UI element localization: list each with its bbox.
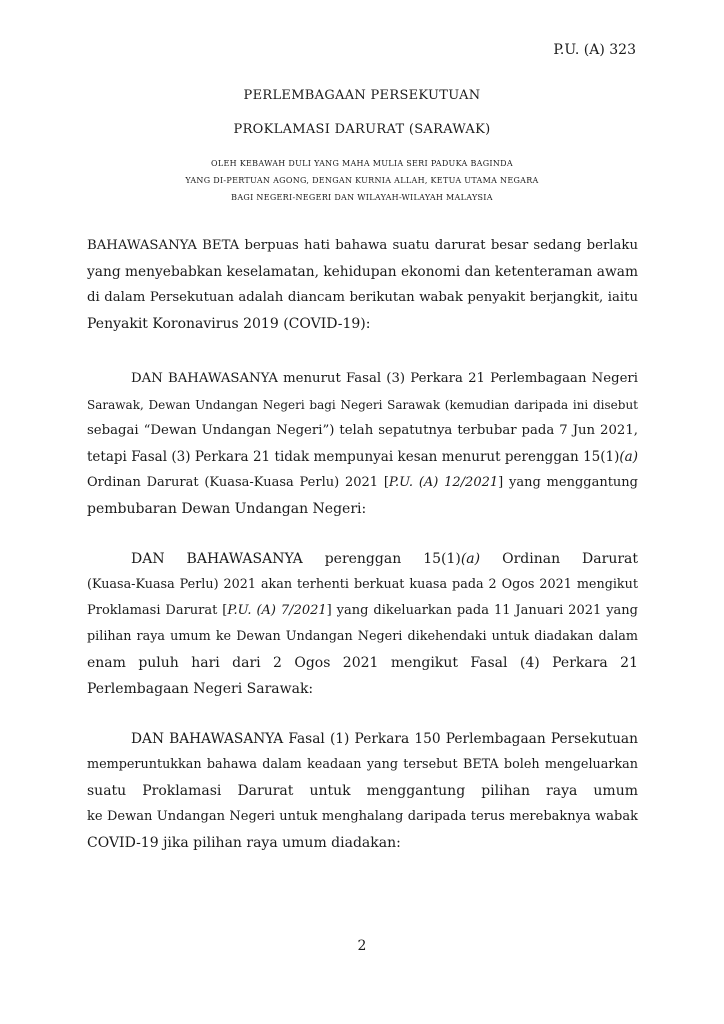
paragraph-line: memperuntukkan bahawa dalam keadaan yang tersebut BETA boleh mengeluarkan — [87, 757, 638, 772]
document-reference: P.U. (A) 323 — [553, 42, 636, 58]
paragraph-4 — [87, 726, 638, 856]
text-segment: DAN BAHAWASANYA perenggan 15(1) — [131, 551, 461, 567]
paragraph-line — [87, 470, 638, 496]
paragraph-line: BAHAWASANYA BETA berpuas hati bahawa suatu darurat besar sedang berlaku — [87, 238, 638, 253]
text-segment: ] yang dikeluarkan pada 11 Januari 2021 yang — [326, 603, 638, 618]
paragraph-line: Perlembagaan Negeri Sarawak: — [87, 681, 314, 697]
paragraph-line: DAN BAHAWASANYA menurut Fasal (3) Perkara 21 Perlembagaan Negeri — [131, 371, 638, 386]
paragraph-line: DAN BAHAWASANYA Fasal (1) Perkara 150 Perlembagaan Persekutuan — [131, 731, 638, 747]
heading-royal-line-2: YANG DI-PERTUAN AGONG, DENGAN KURNIA ALLAH, KETUA UTAMA NEGARA — [185, 176, 539, 185]
paragraph-3 — [87, 546, 638, 702]
paragraph-line: pilihan raya umum ke Dewan Undangan Negeri dikehendaki untuk diadakan dalam — [87, 629, 638, 644]
text-segment: Ordinan Darurat (Kuasa-Kuasa Perlu) 2021 [ — [87, 475, 389, 490]
paragraph-line: Sarawak, Dewan Undangan Negeri bagi Negeri Sarawak (kemudian daripada ini disebut — [87, 398, 638, 412]
text-segment: tetapi Fasal (3) Perkara 21 tidak mempunyai kesan menurut perenggan 15(1) — [87, 449, 620, 465]
paragraph-line: ke Dewan Undangan Negeri untuk menghalang daripada terus merebaknya wabak — [87, 809, 638, 824]
paragraph-line: yang menyebabkan keselamatan, kehidupan ekonomi dan ketenteraman awam — [87, 264, 638, 280]
paragraph-2 — [87, 366, 638, 522]
italic-subparagraph: (a) — [619, 449, 638, 465]
heading-constitution: PERLEMBAGAAN PERSEKUTUAN — [243, 88, 481, 103]
italic-citation: P.U. (A) 12/2021 — [388, 475, 499, 490]
paragraph-line: COVID-19 jika pilihan raya umum diadakan: — [87, 835, 401, 851]
italic-subparagraph: (a) — [460, 551, 481, 567]
paragraph-line — [87, 598, 638, 624]
page-number: 2 — [357, 938, 367, 954]
text-segment: Proklamasi Darurat [ — [87, 603, 228, 618]
heading-royal-line-1: OLEH KEBAWAH DULI YANG MAHA MULIA SERI PADUKA BAGINDA — [211, 159, 513, 168]
paragraph-line — [87, 546, 638, 572]
paragraph-1 — [87, 233, 638, 337]
paragraph-line: (Kuasa-Kuasa Perlu) 2021 akan terhenti berkuat kuasa pada 2 Ogos 2021 mengikut — [87, 577, 638, 592]
paragraph-line: pembubaran Dewan Undangan Negeri: — [87, 501, 367, 517]
paragraph-line: enam puluh hari dari 2 Ogos 2021 mengikut Fasal (4) Perkara 21 — [87, 655, 638, 671]
heading-royal-line-3: BAGI NEGERI-NEGERI DAN WILAYAH-WILAYAH MALAYSIA — [231, 193, 493, 202]
text-segment: Ordinan Darurat — [480, 551, 638, 567]
paragraph-line: di dalam Persekutuan adalah diancam berikutan wabak penyakit berjangkit, iaitu — [87, 290, 638, 305]
paragraph-line: Penyakit Koronavirus 2019 (COVID-19): — [87, 316, 371, 332]
paragraph-line: sebagai “Dewan Undangan Negeri”) telah sepatutnya terbubar pada 7 Jun 2021, — [87, 423, 638, 438]
heading-royal-address — [0, 155, 724, 206]
heading-proclamation: PROKLAMASI DARURAT (SARAWAK) — [233, 122, 491, 137]
paragraph-line — [87, 444, 638, 470]
text-segment: ] yang menggantung — [498, 475, 638, 490]
paragraph-line: suatu Proklamasi Darurat untuk menggantung pilihan raya umum — [87, 783, 638, 799]
italic-citation: P.U. (A) 7/2021 — [227, 603, 327, 618]
